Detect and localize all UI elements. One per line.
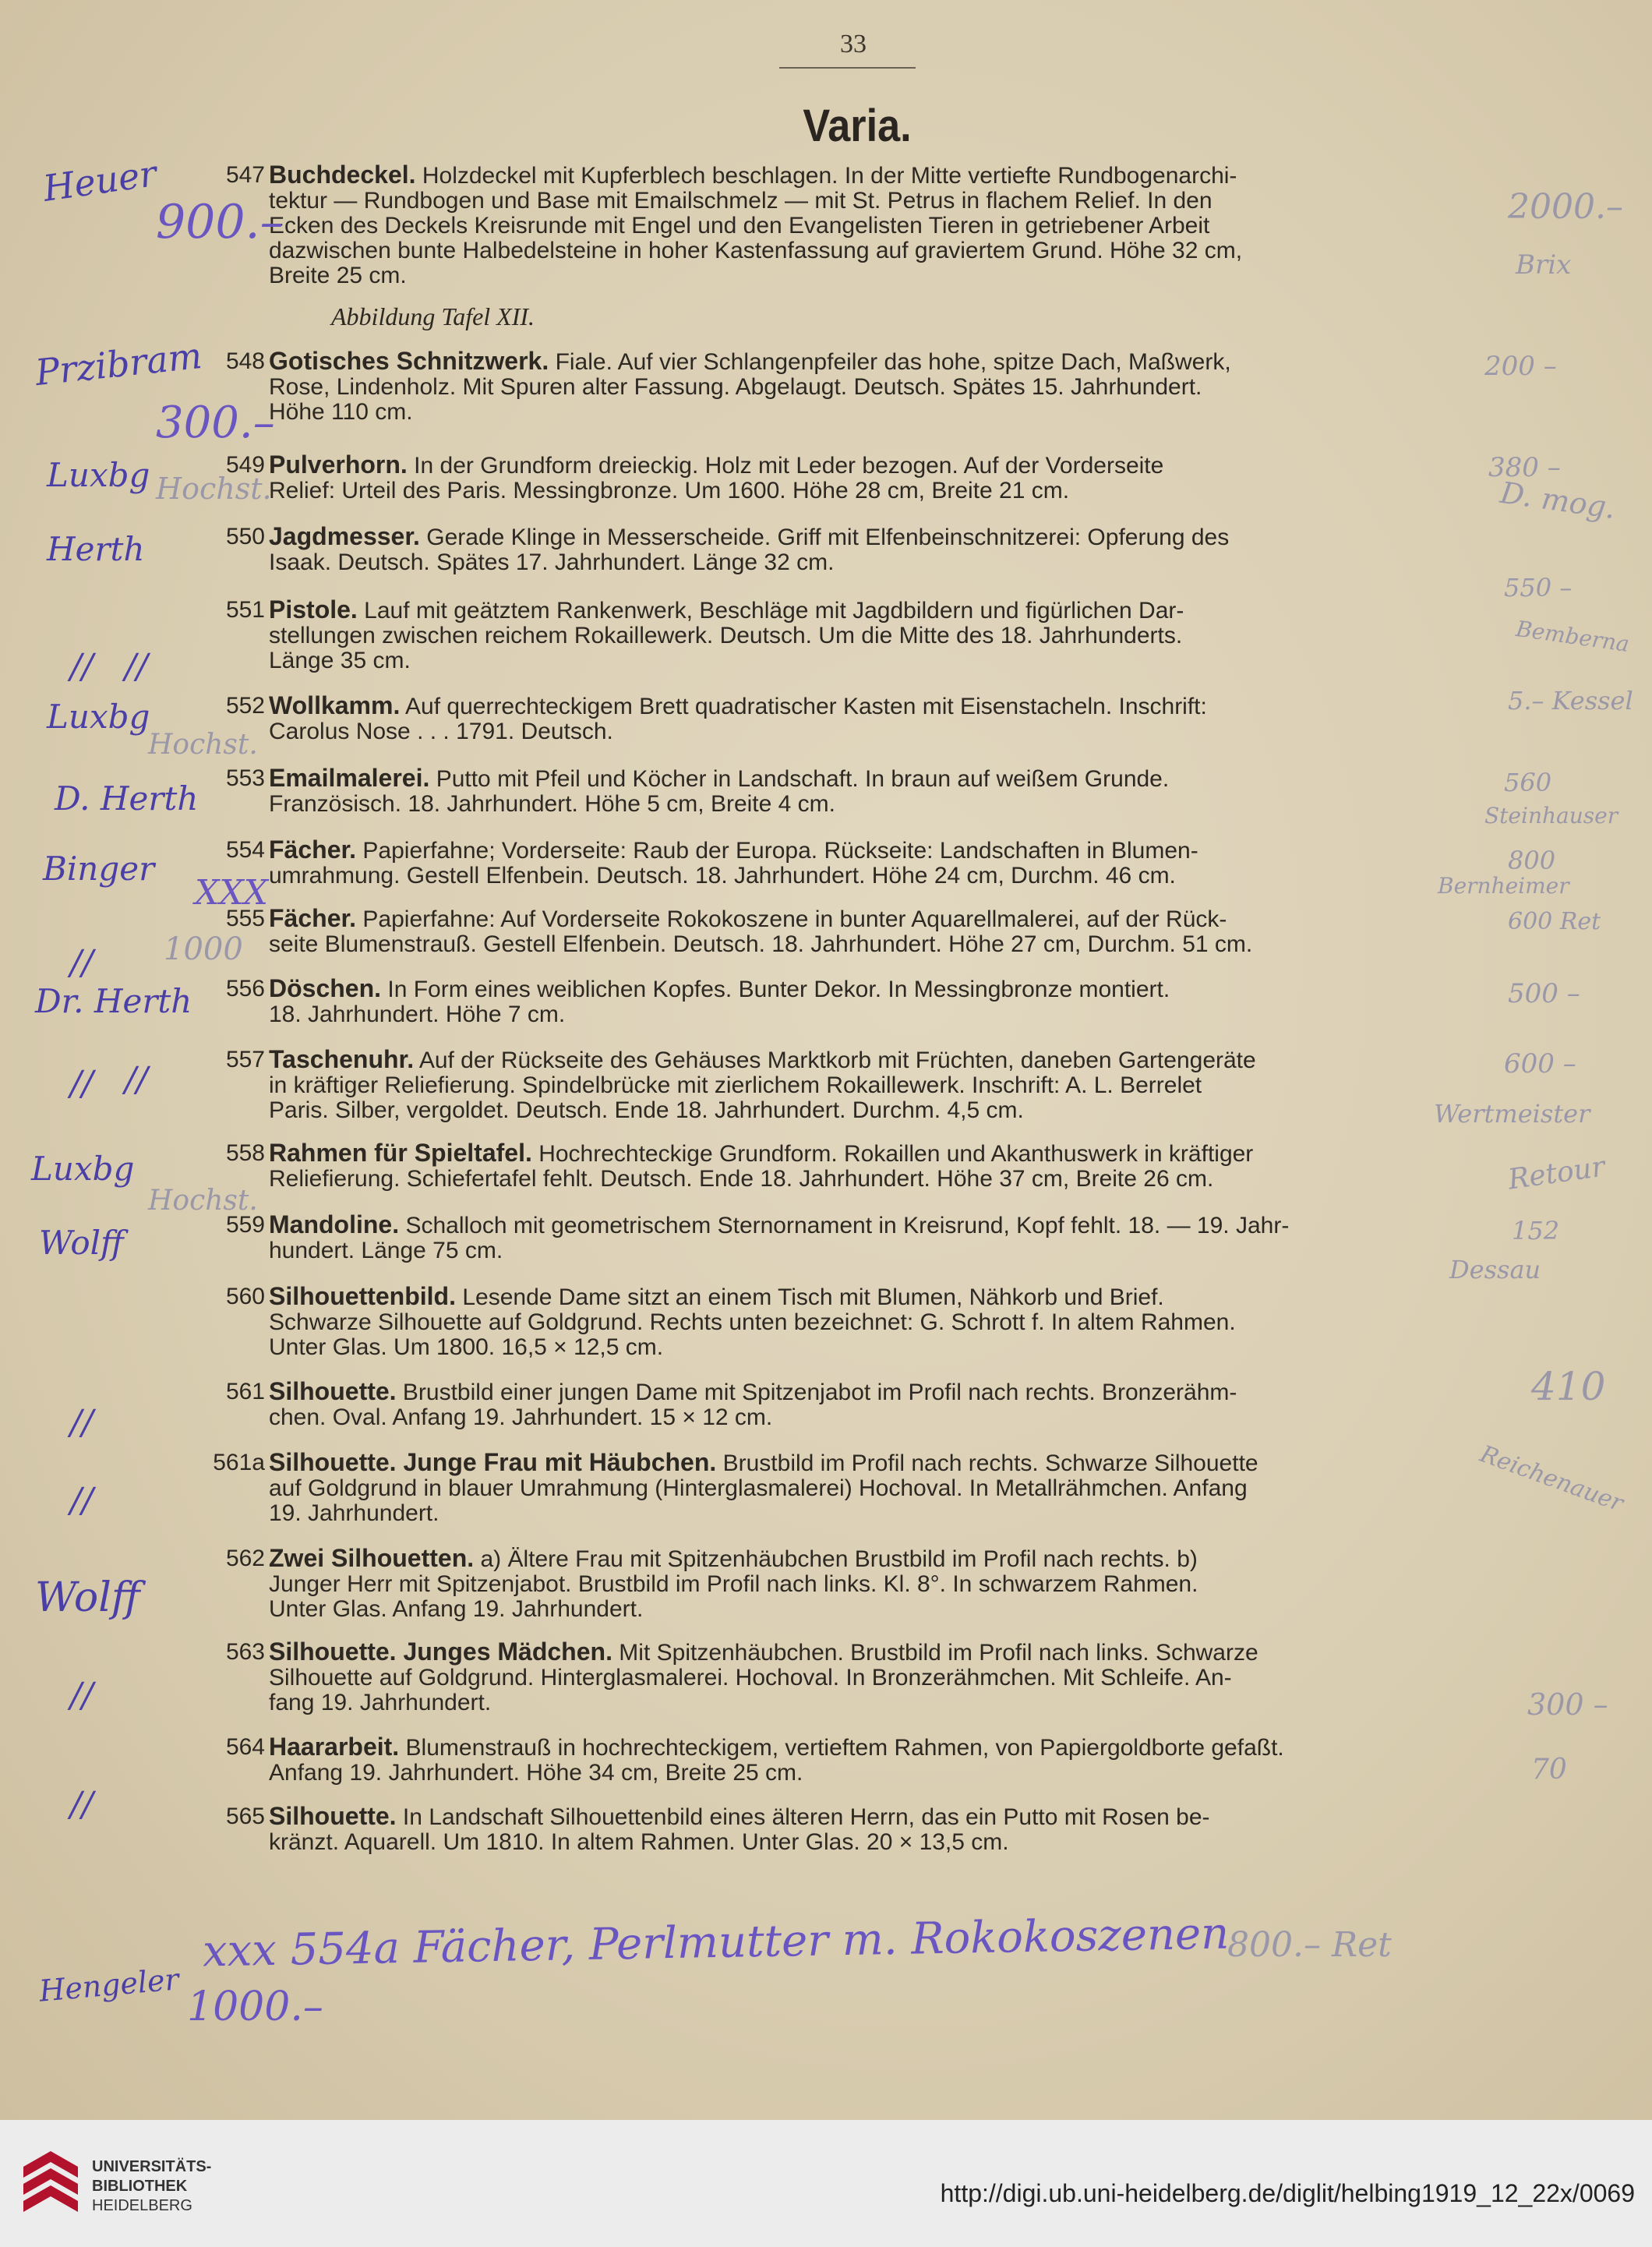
description-text: Carolus Nose . . . 1791. Deutsch. <box>269 719 613 744</box>
handwriting-right: Bemberna <box>1514 615 1631 658</box>
description-text: Ecken des Deckels Kreisrunde mit Engel und den Evangelisten Tieren in getriebener Arbeit <box>269 213 1210 238</box>
lot-heading: Silhouettenbild. <box>269 1282 456 1310</box>
lot-number: 549 <box>225 452 265 478</box>
lot-description <box>269 1450 1652 1526</box>
lot-description <box>269 1140 1652 1192</box>
description-text: Lauf mit geätztem Rankenwerk, Beschläge mit Jagdbildern und figürlichen Dar- <box>364 598 1184 624</box>
description-text: Reliefierung. Schiefertafel fehlt. Deutsch. Ende 18. Jahrhundert. Höhe 37 cm, Breite 26 cm. <box>269 1166 1214 1192</box>
description-text: Auf querrechteckigem Brett quadratischer Kasten mit Eisenstacheln. Inschrift: <box>405 694 1207 719</box>
description-line <box>269 1284 1652 1310</box>
description-line <box>269 1691 1652 1715</box>
description-line <box>269 1830 1652 1855</box>
description-text: Holzdeckel mit Kupferblech beschlagen. In der Mitte vertiefte Rundbogenarchi- <box>422 163 1237 189</box>
description-text: seite Blumenstrauß. Gestell Elfenbein. Deutsch. 18. Jahrhundert. Höhe 27 cm, Durchm. 51 cm. <box>269 931 1253 957</box>
description-line <box>269 1335 1652 1360</box>
description-text: a) Ältere Frau mit Spitzenhäubchen Brustbild im Profil nach rechts. b) <box>480 1546 1198 1572</box>
description-text: Putto mit Pfeil und Köcher in Landschaft. In braun auf weißem Grunde. <box>436 766 1170 792</box>
description-text: hundert. Länge 75 cm. <box>269 1238 503 1263</box>
lot-description <box>269 1639 1652 1715</box>
description-line <box>269 162 1652 189</box>
handwritten-addendum-price: 800.– Ret <box>1227 1925 1392 1965</box>
ditto-mark: // <box>70 1403 94 1443</box>
description-text: Mit Spitzenhäubchen. Brustbild im Profil nach links. Schwarze <box>619 1640 1258 1666</box>
description-text: chen. Oval. Anfang 19. Jahrhundert. 15 × 12 cm. <box>269 1404 773 1430</box>
description-text: Schwarze Silhouette auf Goldgrund. Rechts unten bezeichnet: G. Schrott f. In altem Rahmen. <box>269 1309 1236 1335</box>
handwriting-right: 200 – <box>1484 351 1557 382</box>
description-line <box>269 1212 1652 1238</box>
handwritten-addendum: xxx 554a Fächer, Perlmutter m. Rokokoszenen <box>202 1908 1230 1977</box>
description-line <box>269 263 1652 288</box>
handwriting-right: 2000.– <box>1508 187 1623 227</box>
lot-heading: Taschenuhr. <box>269 1045 415 1073</box>
handwriting-left: 300.– <box>156 397 275 448</box>
lot-number: 554 <box>225 837 265 863</box>
description-line <box>269 1804 1652 1830</box>
handwriting-left: Luxbg <box>47 698 150 736</box>
description-line <box>269 648 1652 673</box>
description-line <box>269 214 1652 238</box>
description-text: Höhe 110 cm. <box>269 399 413 425</box>
lot-heading: Silhouette. <box>269 1802 397 1830</box>
description-text: Paris. Silber, vergoldet. Deutsch. Ende 18. Jahrhundert. Durchm. 4,5 cm. <box>269 1097 1024 1123</box>
handwriting-right: 500 – <box>1508 978 1580 1009</box>
handwriting-left: Hochst. <box>156 472 272 506</box>
description-text: Fiale. Auf vier Schlangenpfeiler das hohe, spitze Dach, Maßwerk, <box>555 349 1231 375</box>
lot-description <box>269 906 1652 957</box>
description-line <box>269 1167 1652 1192</box>
description-text: umrahmung. Gestell Elfenbein. Deutsch. 18. Jahrhundert. Höhe 24 cm, Durchm. 46 cm. <box>269 863 1176 889</box>
lot-number: 551 <box>225 597 265 623</box>
description-line <box>269 837 1652 864</box>
lot-number: 553 <box>225 765 265 791</box>
description-text: kränzt. Aquarell. Um 1810. In altem Rahmen. Unter Glas. 20 × 13,5 cm. <box>269 1829 1009 1855</box>
lot-heading: Pistole. <box>269 595 358 624</box>
lot-number: 550 <box>225 524 265 549</box>
description-line <box>269 1666 1652 1691</box>
lot-description <box>269 1734 1652 1786</box>
handwriting-left: Luxbg <box>31 1150 135 1188</box>
handwriting-right: 550 – <box>1504 573 1573 602</box>
description-line <box>269 524 1652 550</box>
description-text: Auf der Rückseite des Gehäuses Marktkorb mit Früchten, daneben Gartengeräte <box>418 1048 1256 1073</box>
description-text: Breite 25 cm. <box>269 263 407 288</box>
ditto-mark: // <box>70 943 94 983</box>
lot-heading: Silhouette. <box>269 1377 397 1405</box>
lot-description <box>269 1284 1652 1360</box>
lot-number: 562 <box>225 1546 265 1571</box>
description-text: dazwischen bunte Halbedelsteine in hoher Kastenfassung auf graviertem Grund. Höhe 32 cm, <box>269 238 1243 263</box>
handwriting-right: Retour <box>1506 1150 1608 1196</box>
description-line <box>269 375 1652 400</box>
handwriting-left: 1000.– <box>187 1984 323 2030</box>
description-text: fang 19. Jahrhundert. <box>269 1690 492 1715</box>
description-line <box>269 1310 1652 1335</box>
handwriting-right: 560 <box>1504 768 1552 797</box>
description-text: Rose, Lindenholz. Mit Spuren alter Fassung. Abgelaugt. Deutsch. Spätes 15. Jahrhundert. <box>269 374 1202 400</box>
lot-number: 561a <box>213 1450 265 1475</box>
handwriting-right: 5.– Kessel <box>1508 686 1633 715</box>
handwriting-left: Hengeler <box>37 1962 181 2009</box>
library-name <box>92 2157 211 2216</box>
description-line <box>269 238 1652 263</box>
ditto-mark: // <box>70 1676 94 1715</box>
description-line <box>269 1501 1652 1526</box>
handwriting-left: D. Herth <box>55 779 199 818</box>
description-line <box>269 932 1652 957</box>
description-text: In Landschaft Silhouettenbild eines älteren Herrn, das ein Putto mit Rosen be- <box>402 1804 1210 1830</box>
description-line <box>269 693 1652 719</box>
handwriting-left: Wolff <box>35 1574 140 1621</box>
lot-heading: Haararbeit. <box>269 1733 400 1761</box>
lot-number: 559 <box>225 1212 265 1238</box>
description-text: in kräftiger Reliefierung. Spindelbrücke mit zierlichem Rokaillewerk. Inschrift: A. L. Berrelet <box>269 1072 1202 1098</box>
description-text: Silhouette auf Goldgrund. Hinterglasmalerei. Hochoval. In Bronzerähmchen. Mit Schleife. An- <box>269 1665 1232 1691</box>
lot-number: 560 <box>225 1284 265 1309</box>
description-line <box>269 348 1652 375</box>
description-line <box>269 1639 1652 1666</box>
lot-heading: Pulverhorn. <box>269 450 408 479</box>
description-line <box>269 906 1652 932</box>
description-text: Blumenstrauß in hochrechteckigem, vertieftem Rahmen, von Papiergoldborte gefaßt. <box>405 1735 1284 1761</box>
lot-heading: Döschen. <box>269 974 382 1002</box>
handwriting-left: Herth <box>47 530 145 568</box>
lot-heading: Jagdmesser. <box>269 522 420 550</box>
figure-caption: Abbildung Tafel XII. <box>331 302 535 330</box>
handwriting-right: Steinhauser <box>1484 803 1618 828</box>
lot-heading: Buchdeckel. <box>269 161 416 189</box>
description-text: Junger Herr mit Spitzenjabot. Brustbild im Profil nach links. Kl. 8°. In schwarzem Rahmen. <box>269 1571 1198 1597</box>
library-name-line: BIBLIOTHEK <box>92 2178 188 2195</box>
lot-number: 558 <box>225 1140 265 1166</box>
lot-heading: Emailmalerei. <box>269 764 430 792</box>
handwriting-right: 380 – <box>1488 452 1561 483</box>
description-line <box>269 1405 1652 1430</box>
description-line <box>269 976 1652 1002</box>
lot-description <box>269 1379 1652 1430</box>
lot-heading: Mandoline. <box>269 1210 400 1238</box>
lot-number: 547 <box>225 162 265 188</box>
description-line <box>269 1379 1652 1405</box>
description-line <box>269 479 1652 503</box>
description-line <box>269 719 1652 744</box>
lot-description <box>269 162 1652 288</box>
description-text: 18. Jahrhundert. Höhe 7 cm. <box>269 1002 566 1027</box>
ditto-mark: // <box>70 647 94 687</box>
description-line <box>269 1572 1652 1597</box>
handwriting-right: 600 – <box>1504 1048 1576 1079</box>
description-text: Brustbild einer jungen Dame mit Spitzenjabot im Profil nach rechts. Bronzerähm- <box>402 1380 1237 1405</box>
description-text: Hochrechteckige Grundform. Rokaillen und Akanthuswerk in kräftiger <box>538 1141 1254 1167</box>
description-line <box>269 452 1652 479</box>
handwriting-right: D. mog. <box>1498 475 1618 526</box>
handwriting-left: Hochst. <box>148 729 258 761</box>
description-line <box>269 1450 1652 1476</box>
handwriting-left: Hochst. <box>148 1185 258 1217</box>
description-line <box>269 189 1652 214</box>
university-library-logo <box>23 2151 78 2213</box>
library-name-line: HEIDELBERG <box>92 2197 192 2214</box>
ditto-mark: // <box>125 647 148 687</box>
lot-description <box>269 1546 1652 1622</box>
handwriting-right: Reichenauer <box>1476 1440 1627 1517</box>
handwriting-right: 70 <box>1531 1754 1567 1786</box>
description-line <box>269 765 1652 792</box>
handwriting-left: Dr. Herth <box>35 982 192 1020</box>
lot-number: 564 <box>225 1734 265 1760</box>
description-text: Lesende Dame sitzt an einem Tisch mit Blumen, Nähkorb und Brief. <box>462 1284 1164 1310</box>
description-text: Relief: Urteil des Paris. Messingbronze. Um 1600. Höhe 28 cm, Breite 21 cm. <box>269 478 1070 503</box>
library-name-line: UNIVERSITÄTS- <box>92 2158 212 2175</box>
description-text: Schalloch mit geometrischem Sternornament in Kreisrund, Kopf fehlt. 18. — 19. Jahr- <box>405 1213 1290 1238</box>
description-text: Gerade Klinge in Messerscheide. Griff mit Elfenbeinschnitzerei: Opferung des <box>426 525 1230 550</box>
lot-heading: Silhouette. Junge Frau mit Häubchen. <box>269 1448 717 1476</box>
handwriting-right: Bernheimer <box>1438 873 1569 899</box>
lot-number: 548 <box>225 348 265 374</box>
description-text: Unter Glas. Um 1800. 16,5 × 12,5 cm. <box>269 1334 664 1360</box>
handwriting-right: Dessau <box>1449 1255 1541 1284</box>
handwriting-right: 152 <box>1512 1216 1560 1245</box>
handwriting-left: Binger <box>43 850 155 888</box>
page-number: 33 <box>840 30 867 58</box>
description-line <box>269 1597 1652 1622</box>
description-line <box>269 597 1652 624</box>
description-line <box>269 1140 1652 1167</box>
footer-bar <box>0 2120 1652 2247</box>
description-line <box>269 550 1652 575</box>
handwriting-right: Brix <box>1516 249 1572 281</box>
page-number-rule <box>779 67 916 69</box>
lot-heading: Fächer. <box>269 836 357 864</box>
lot-description <box>269 976 1652 1027</box>
description-text: stellungen zwischen reichem Rokaillewerk. Deutsch. Um die Mitte des 18. Jahrhunderts. <box>269 623 1183 648</box>
page-title: Varia. <box>803 101 912 151</box>
ditto-mark: // <box>125 1060 148 1100</box>
lot-heading: Wollkamm. <box>269 691 401 719</box>
description-text: Länge 35 cm. <box>269 648 411 673</box>
ditto-mark: // <box>70 1064 94 1104</box>
handwriting-right: 300 – <box>1527 1687 1608 1722</box>
description-line <box>269 1761 1652 1786</box>
handwriting-right: 410 <box>1531 1364 1606 1409</box>
description-line <box>269 400 1652 425</box>
description-text: In Form eines weiblichen Kopfes. Bunter Dekor. In Messingbronze montiert. <box>387 977 1170 1002</box>
handwriting-left: XXX <box>195 873 268 913</box>
lot-description <box>269 597 1652 673</box>
description-text: tektur — Rundbogen und Base mit Emailschmelz — mit St. Petrus in flachem Relief. In den <box>269 188 1213 214</box>
lot-number: 556 <box>225 976 265 1002</box>
lot-description <box>269 452 1652 503</box>
description-text: Papierfahne: Auf Vorderseite Rokokoszene in bunter Aquarellmalerei, auf der Rück- <box>362 906 1227 932</box>
ditto-mark: // <box>70 1785 94 1825</box>
lot-number: 561 <box>225 1379 265 1404</box>
handwriting-left: Luxbg <box>47 456 150 494</box>
description-text: Brustbild im Profil nach rechts. Schwarze Silhouette <box>722 1450 1258 1476</box>
description-text: Anfang 19. Jahrhundert. Höhe 34 cm, Breite 25 cm. <box>269 1760 803 1786</box>
lot-description <box>269 524 1652 575</box>
description-line <box>269 792 1652 817</box>
lot-description <box>269 1804 1652 1855</box>
description-text: auf Goldgrund in blauer Umrahmung (Hinterglasmalerei) Hochoval. In Metallrähmchen. Anfang <box>269 1475 1248 1501</box>
description-text: Französisch. 18. Jahrhundert. Höhe 5 cm, Breite 4 cm. <box>269 791 835 817</box>
lot-number: 552 <box>225 693 265 719</box>
description-line <box>269 1047 1652 1073</box>
description-text: Papierfahne; Vorderseite: Raub der Europa. Rückseite: Landschaften in Blumen- <box>362 838 1198 864</box>
source-url-link[interactable]: http://digi.ub.uni-heidelberg.de/diglit/helbing1919_12_22x/0069 <box>940 2179 1635 2207</box>
lot-number: 557 <box>225 1047 265 1072</box>
description-line <box>269 624 1652 648</box>
lot-description <box>269 765 1652 817</box>
handwriting-left: Heuer <box>40 152 160 210</box>
description-line <box>269 1476 1652 1501</box>
handwriting-left: Przibram <box>33 334 204 394</box>
lot-description <box>269 693 1652 744</box>
description-line <box>269 1238 1652 1263</box>
lot-description <box>269 348 1652 425</box>
lot-number: 555 <box>225 906 265 931</box>
handwriting-left: 1000 <box>164 931 243 967</box>
description-text: 19. Jahrhundert. <box>269 1500 439 1526</box>
handwriting-left: Wolff <box>39 1224 124 1262</box>
lot-heading: Fächer. <box>269 904 357 932</box>
handwriting-right: 800 <box>1508 846 1556 875</box>
handwriting-left: 900.– <box>156 195 284 249</box>
description-line <box>269 1546 1652 1572</box>
lot-number: 565 <box>225 1804 265 1829</box>
handwriting-right: Wertmeister <box>1434 1099 1590 1129</box>
description-line <box>269 1073 1652 1098</box>
description-text: Unter Glas. Anfang 19. Jahrhundert. <box>269 1596 644 1622</box>
lot-description <box>269 1212 1652 1263</box>
lot-heading: Rahmen für Spieltafel. <box>269 1139 532 1167</box>
lot-heading: Silhouette. Junges Mädchen. <box>269 1638 612 1666</box>
description-text: In der Grundform dreieckig. Holz mit Leder bezogen. Auf der Vorderseite <box>414 453 1164 479</box>
lot-number: 563 <box>225 1639 265 1665</box>
description-line <box>269 1734 1652 1761</box>
handwriting-right: 600 Ret <box>1508 908 1601 935</box>
ditto-mark: // <box>70 1481 94 1521</box>
lot-heading: Zwei Silhouetten. <box>269 1544 475 1572</box>
description-line <box>269 1002 1652 1027</box>
lot-heading: Gotisches Schnitzwerk. <box>269 347 549 375</box>
description-text: Isaak. Deutsch. Spätes 17. Jahrhundert. Länge 32 cm. <box>269 549 835 575</box>
